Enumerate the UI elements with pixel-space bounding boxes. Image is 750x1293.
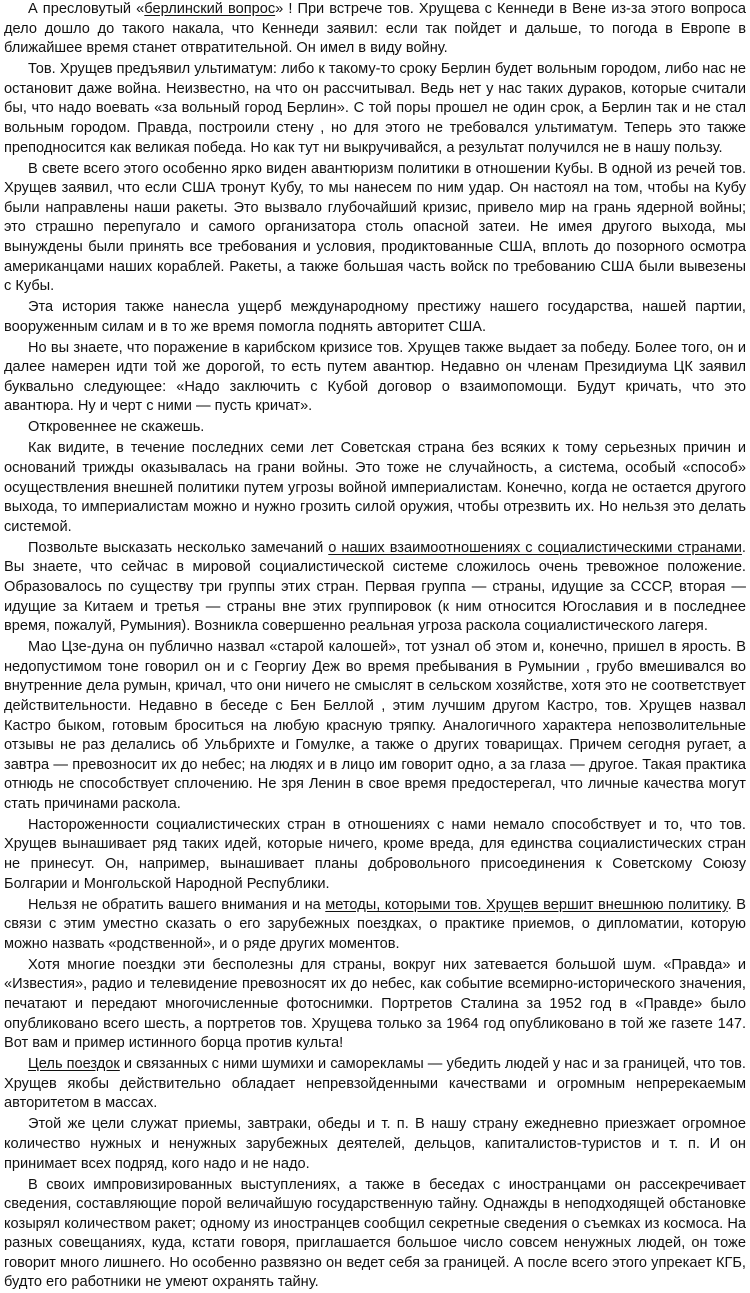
- document-page: [4, 0, 746, 1293]
- text-segment: Мао Цзе-дуна он публично назвал «старой калошей», тот узнал об этом и, конечно, пришел в ярость. В недопустимом тоне говорил он и с Георгиу Деж во время пребывания в Румынии , грубо вмешивался во внутренние дела румын, кричал, что они ничего не смыслят в сельском хозяйстве, хотя это не соответствует действительности. Недавно в беседе с Бен Беллой , этим лучшим другом Кастро, тов. Хрущев назвал Кастро быком, готовым броситься на любую красную тряпку. Аналогичного характера непозволительные отзывы не раз делались об Ульбрихте и Гомулке, а также о других товарищах. Причем сегодня ругает, а завтра — превозносит их до небес; на людях и в лицо им говорит одно, а за глаза — другое. Такая практика отнюдь не способствует сплочению. Не зря Ленин в свое время предостерегал, что личные качества могут стать причинами раскола.: [4, 639, 746, 812]
- paragraph: [4, 298, 746, 337]
- text-segment: В своих импровизированных выступлениях, а также в беседах с иностранцами он рассекречивает сведения, составляющие порой величайшую государственную тайну. Однажды в неподходящей обстановке козырял количеством ракет; одному из иностранцев сообщил секретные сведения о съемках из космоса. На разных совещаниях, куда, кстати говоря, приглашается большое число совсем ненужных людей, он тоже говорит много лишнего. Но особенно развязно он ведет себя за границей. А после всего этого упрекает КГБ, будто его работники не умеют охранять тайну.: [4, 1177, 746, 1291]
- paragraph: [4, 339, 746, 417]
- paragraph: [4, 418, 746, 438]
- paragraph: [4, 0, 746, 59]
- text-segment: Как видите, в течение последних семи лет Советская страна без всяких к тому серьезных причин и оснований трижды оказывалась на грани войны. Это тоже не случайность, а система, особый «способ» осуществления внешней политики путем угрозы войной империалистам. Конечно, когда не остается другого выхода, то империалистам можно и нужно грозить силой оружия, чтобы отрезвить их. Но нельзя это делать системой.: [4, 440, 746, 534]
- text-segment: Позвольте высказать несколько замечаний: [28, 540, 328, 556]
- paragraph: [4, 1115, 746, 1174]
- text-segment: и связанных с ними шумихи и саморекламы — убедить людей у нас и за границей, что тов. Хрущев якобы действительно обладает непревзойденными качествами и огромным непререкаемым авторитетом в массах.: [4, 1056, 746, 1111]
- paragraph: [4, 539, 746, 637]
- text-segment: Тов. Хрущев предъявил ультиматум: либо к такому-то сроку Берлин будет вольным городом, либо нас не остановит даже война. Неизвестно, на что он рассчитывал. Ведь нет у нас таких дураков, которые считали бы, что надо воевать «за вольный город Берлин». С той поры прошел не один срок, а Берлин так и не стал вольным городом. Правда, построили стену , но для этого не требовался ультиматум. Теперь это также преподносится как великая победа. Но как тут ни выкручивайся, а результат получился не в нашу пользу.: [4, 61, 746, 155]
- text-segment: » ! При встрече тов. Хрущева с Кеннеди в Вене из-за этого вопроса дело дошло до такого накала, что Кеннеди заявил: если так пойдет и дальше, то погода в Европе в ближайшее время станет отвратительной. Он имел в виду войну.: [4, 1, 746, 56]
- paragraph: [4, 638, 746, 814]
- underlined-text: о наших взаимоотношениях с социалистическими странами: [328, 540, 742, 556]
- text-segment: Настороженности социалистических стран в отношениях с нами немало способствует и то, что тов. Хрущев вынашивает ряд таких идей, которые ничего, кроме вреда, для единства социалистических стран не принесут. Он, например, вынашивает планы добровольного присоединения к Советскому Союзу Болгарии и Монгольской Народной Республики.: [4, 817, 746, 892]
- text-segment: Откровеннее не скажешь.: [28, 419, 204, 435]
- underlined-text: Цель поездок: [28, 1056, 120, 1072]
- paragraph: [4, 160, 746, 297]
- paragraph: [4, 1055, 746, 1114]
- text-segment: Этой же цели служат приемы, завтраки, обеды и т. п. В нашу страну ежедневно приезжает огромное количество нужных и ненужных зарубежных деятелей, дельцов, капиталистов-туристов и т. п. И он принимает всех подряд, кого надо и не надо.: [4, 1116, 746, 1171]
- text-segment: . В связи с этим уместно сказать о его зарубежных поездках, о практике приемов, о дипломатии, которую можно назвать «родственной», и о ряде других моментов.: [4, 897, 746, 952]
- text-segment: Но вы знаете, что поражение в карибском кризисе тов. Хрущев также выдает за победу. Более того, он и далее намерен идти той же дорогой, то есть путем авантюр. Недавно он членам Президиума ЦК заявил буквально следующее: «Надо заключить с Кубой договор о взаимопомощи. Будут кричать, что это авантюра. Ну и черт с ними — пусть кричат».: [4, 340, 746, 415]
- text-segment: Хотя многие поездки эти бесполезны для страны, вокруг них затевается большой шум. «Правда» и «Известия», радио и телевидение превозносят их до небес, как событие всемирно-исторического значения, печатают и передают многочисленные фотоснимки. Портретов Сталина за 1952 год в «Правде» было опубликовано всего шесть, а портретов тов. Хрущева только за 1964 год опубликовано в той же газете 147. Вот вам и пример истинного борца против культа!: [4, 957, 746, 1051]
- paragraph: [4, 439, 746, 537]
- text-segment: Эта история также нанесла ущерб международному престижу нашего государства, нашей партии, вооруженным силам и в то же время помогла поднять авторитет США.: [4, 299, 746, 335]
- paragraph: [4, 896, 746, 955]
- underlined-text: методы, которыми тов. Хрущев вершит внешнюю политику: [325, 897, 727, 913]
- text-segment: Нельзя не обратить вашего внимания и на: [28, 897, 325, 913]
- paragraph: [4, 956, 746, 1054]
- underlined-text: берлинский вопрос: [144, 1, 275, 17]
- paragraph: [4, 60, 746, 158]
- paragraph: [4, 1176, 746, 1293]
- text-segment: А пресловутый «: [28, 1, 144, 17]
- text-segment: . Вы знаете, что сейчас в мировой социалистической системе сложилось очень тревожное положение. Образовалось по существу три группы этих стран. Первая группа — страны, идущие за СССР, вторая — идущие за Китаем и третья — страны вне этих группировок (к ним относится Югославия и в последнее время, пожалуй, Румыния). Возникла совершенно реальная угроза раскола социалистического лагеря.: [4, 540, 746, 634]
- paragraph: [4, 816, 746, 894]
- text-segment: В свете всего этого особенно ярко виден авантюризм политики в отношении Кубы. В одной из речей тов. Хрущев заявил, что если США тронут Кубу, то мы нанесем по ним удар. Он настоял на том, чтобы на Кубу были направлены наши ракеты. Это вызвало глубочайший кризис, привело мир на грань ядерной войны; это страшно перепугало и самого организатора столь опасной затеи. Не имея другого выхода, мы вынуждены были принять все требования и условия, продиктованные США, вплоть до позорного осмотра американцами наших кораблей. Ракеты, а также большая часть войск по требованию США были вывезены с Кубы.: [4, 161, 746, 295]
